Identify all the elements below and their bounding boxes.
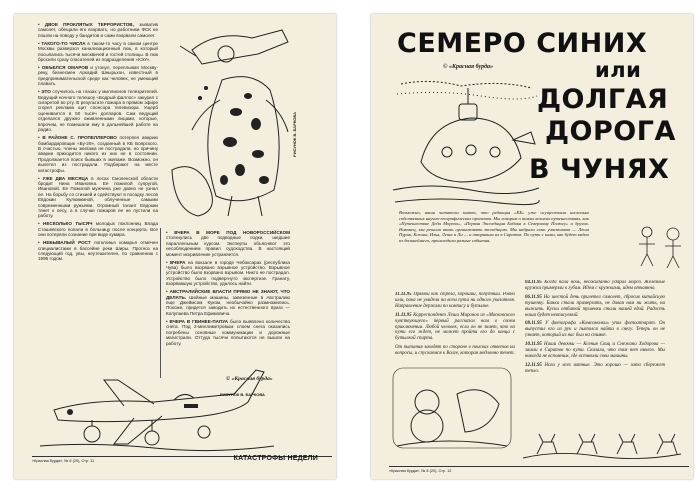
news-item (38, 240, 158, 262)
diary-date: 11.11.95 (395, 292, 414, 297)
news-item (38, 65, 158, 87)
news-item-headline: • НЕСКОЛЬКО ТЫСЯЧ (38, 221, 96, 227)
diary-text: Наши девочки — Ксения Свиц и Снежана Ходорова — зашли в Саратов по пути. Сказали, что там нет ничего. Мы никогда не вспомним, где оставили свои машины. (525, 342, 665, 359)
diary-entry (525, 295, 665, 319)
diary-text: Когда пала ночь, неожиданно ударил мороз. Железные кружки примерзли к губам. Идем с кружками, идем отчаянно. (525, 280, 665, 291)
diary-date: 11.11.95 (395, 312, 414, 318)
news-item-body: потерпел аварию бомбардировщик «Бу-29», созданный в КБ Боярского. В счастью, члены экипажа не пострадали, но причину аварии приходится никого из них не в состоянии. Продолжается поиск бывших в экипаже. Возможно, он вылетел из пострадали. Подбирают на месте катастрофы. (38, 135, 158, 173)
headline-line-4: ДОРОГА (545, 116, 676, 147)
headline-line-2: или (595, 58, 642, 82)
page-footer-right (389, 466, 689, 473)
news-item-body: Шейные машины, завезенные в Австралию еще Джеймсом Куком, необычайно размножились. Похоже, придется заводить их естественного врага — Колупаева Петра Ефимовича. (166, 294, 290, 316)
diary-text: У фотографа «Комсомолки» упал фотоаппарат. Он выпустил его из рук и пытался найти в снегу. Теперь он не узнает, который из нас был на снимке. (525, 321, 665, 339)
news-item-headline: • НЕБЫВАЛЫЙ РОСТ (38, 240, 95, 246)
diary-entry (395, 292, 515, 310)
diary-date: 04.11.95 (525, 280, 545, 285)
news-item (166, 260, 290, 287)
news-item-headline: • ВЧЕРА В МОРЕ ПОД НОВОРОССИЙСКОМ (166, 230, 290, 235)
cartoon-reindeer-illustration (517, 424, 687, 464)
diary-text: Прямой как стрела, хороший, попутный. Ровно шли, пока не увидели на всем пути ни одного указателя. Направление держали по компасу и бутылке. (395, 292, 515, 309)
news-item-headline: • ЭТО (38, 89, 53, 95)
news-item-body: в таком-то часу в самом центре Москвы разверзся канализационный люк, в который посыпались тысячи москвичей и гостей столицы. В люк бросили сразу спасателей из подразделения «КЭУ». (38, 40, 158, 63)
diary-date: 10.11.95 (525, 342, 545, 348)
news-item-body: молодых поклонниц Влада Сташевского попали в больницу после концерта. Все они потеряли сознание при виде кумира. (38, 221, 158, 238)
news-item-headline: • ВЧЕРА (166, 259, 188, 265)
left-page (14, 14, 336, 479)
intro-paragraph: Возможно, наши читатели знают, что редакция «КБ» уже осуществила несколько собственных научно-географических проектов. Мы говорим о таких великих путешествиях, как «Путешествие Деда Мороза», «Первая Экспедиция Бобика к Северному Полюсу» и других. Наконец, мы решили вновь организовать экспедицию. Мы набрали семь участников — Леша Пурик, Ксюша, Илья, Леша и Ли — и отправили их в Саратов. По пути с нами, как будет видно из дальнейшего, происходили разные события. (399, 210, 589, 243)
diary-date: 08.11.95 (525, 321, 545, 327)
diary-entry (525, 280, 665, 292)
news-column-left (38, 22, 158, 400)
news-item-headline: • ВЧЕРА В ГВИНЕЕ-ПАПУА (166, 318, 230, 324)
news-item (166, 319, 290, 346)
news-item-headline: • ОБЪЕЛСЯ ОМАРОВ (38, 65, 91, 71)
diary-entry (395, 345, 515, 357)
diary-date: 12.11.95 (525, 362, 545, 368)
headline-line-5: В ЧУНЯХ (529, 154, 670, 185)
news-item-body: захватив самолет, обещали его взорвать, но работники ФСК не пошли на поводу у бандитов и сами взорвали самолет. (38, 22, 158, 38)
diary-date: 06.11.95 (525, 294, 544, 300)
diary-text: От пытания заводят по стороне в поисках ответов на вопросы, и спускаемся к Волге, которая медленно течет. (395, 345, 515, 357)
diary-entry (525, 342, 665, 360)
news-item-headline: • ДВОЕ ПРОКЛЯТЫХ ТЕРРОРИСТОВ, (38, 22, 140, 27)
diary-text: На шестой день прилетел самолет, сбросив китайскую тушенку. Банки стали примерзать, не давая нам ни жить, ни выжить. Куски отбитой тушенки стали нашей едой. Радость наша будет неописуемой. (525, 294, 665, 318)
cartoon-plane-illustration (34, 350, 284, 454)
diary-entry (525, 321, 665, 339)
diary-entry (395, 313, 515, 343)
news-item-headline: • В РАЙОНЕ С. ПРОПЕЛЛЕРОВО (38, 135, 120, 141)
news-item (166, 289, 290, 316)
cartoon-rocket-illustration (162, 20, 302, 220)
news-item-body: в лесах Смоленской области бродит Нина Ивановна. Ее пожилой супругой, Ивановой. Ее Пожилой мужчина уже давно не узнал ее. На борьбу со стихией и сдействуют в посадку лесов Евдокии Кулюмкиной, облученные самыми современными ружьями. Огромный талант Евдокии тянет к лесу, а в случае пожаров ее не пустили на работу. (38, 175, 158, 219)
cartoon-submarine-illustration (391, 78, 541, 208)
news-item (38, 135, 158, 173)
illustration-credit: РИСУНОК В. БАРКОВА (292, 112, 297, 157)
news-item-body: поголовья комарья отмечен специалистами в бассейне реки Ширы. Прогноз на следующий год, увы, неутешителен, по сравнению с 1995 годом. (38, 240, 158, 262)
news-item (38, 41, 158, 63)
cartoon-snowman-illustration (387, 364, 517, 454)
news-item (166, 230, 290, 257)
news-item-headline: • ТАКОГО-ТО ЧИСЛА (38, 40, 88, 46)
news-item (38, 22, 158, 38)
diary-entry (525, 363, 665, 375)
news-item-body: было выявлено количество снега. Под 2-миллиметровым слоем снега оказались погребены основные коммуникации и дорожные магистрали. Оттуда тысячи попытаются не вышли на работу. (166, 318, 290, 346)
news-item-body: на вокзале в городе Чебоксарах (республика Чува) было взорвано взрывное устройство. Взрывное устройство было взорвано взрывом. Никто не пострадал. Устройство было подвергнуто экспертизе. Гранату, взорвавшую устройство, удалось найти. (166, 259, 290, 287)
page-footer-left (32, 456, 332, 463)
plane-illustration-credit: РИСУНОК В. БАРКОВА (220, 392, 265, 397)
news-item-body: столкнулись две подводные лодки, шедшие параллельным курсом. Эксперты объясняют это несоблюдением правил судоходства. В настоящий момент искривление устраняется. (166, 235, 290, 257)
diary-text: Корреспондент Леша Миронов из «Московского чувствующего» первый рассказал нам о своем приключении. Любой человек, если он не знает, что на пути его ждет, не может пройти его до конца с бутылкой спирта. (395, 312, 515, 342)
section-title: КАТАСТРОФЫ НЕДЕЛИ (233, 455, 318, 462)
news-item-body: случилось на глазах у миллионов телезрителей. Ведущий ночного телешоу «Бодрый фаллос» закурил с сигаретой во рту. В результате пожара в прямом эфире сгорел реклама щит спонсора телевизора. Ущерб оценивается в 50 тысяч долларов. Сам ведущий отделался дружно оживленными лицами, которые, впрочем, не помешали ему в дальнейшей работе на радио. (38, 89, 158, 133)
right-page (371, 14, 693, 479)
news-item (38, 89, 158, 132)
footer-issue: «Красная бурда», № 8 (20), Стр. 12 (389, 469, 452, 473)
headline-line-1: СЕМЕРО СИНИХ (397, 28, 648, 59)
cartoon-figures-illustration (635, 222, 689, 270)
news-item (38, 176, 158, 219)
headline-line-3: ДОЛГАЯ (537, 84, 669, 115)
news-item (38, 221, 158, 237)
news-item-headline: • УЖЕ ДВА МЕСЯЦА (38, 175, 92, 181)
news-item-headline: • АВСТРАЛИЙСКИЕ ВЛАСТИ ПРЯМО НЕ ЗНАЮТ, ЧТО ДЕЛАТЬ. (166, 289, 290, 300)
footer-issue: «Красная бурда», № 8 (20), Стр. 11 (32, 459, 95, 463)
source-signature: © «Красная бурда» (226, 376, 273, 382)
news-item-body: и утонул, переплывая Москву-реку, бизнесмен Аркадий Шнырьхон, известный в предпринимательской среде как человек, не умеющий плавать. (38, 65, 158, 87)
source-signature: © «Красная бурда» (443, 64, 494, 70)
diary-text: Ноги у всех ватные. Это хорошо — зато сбережет тепло. (525, 362, 665, 374)
